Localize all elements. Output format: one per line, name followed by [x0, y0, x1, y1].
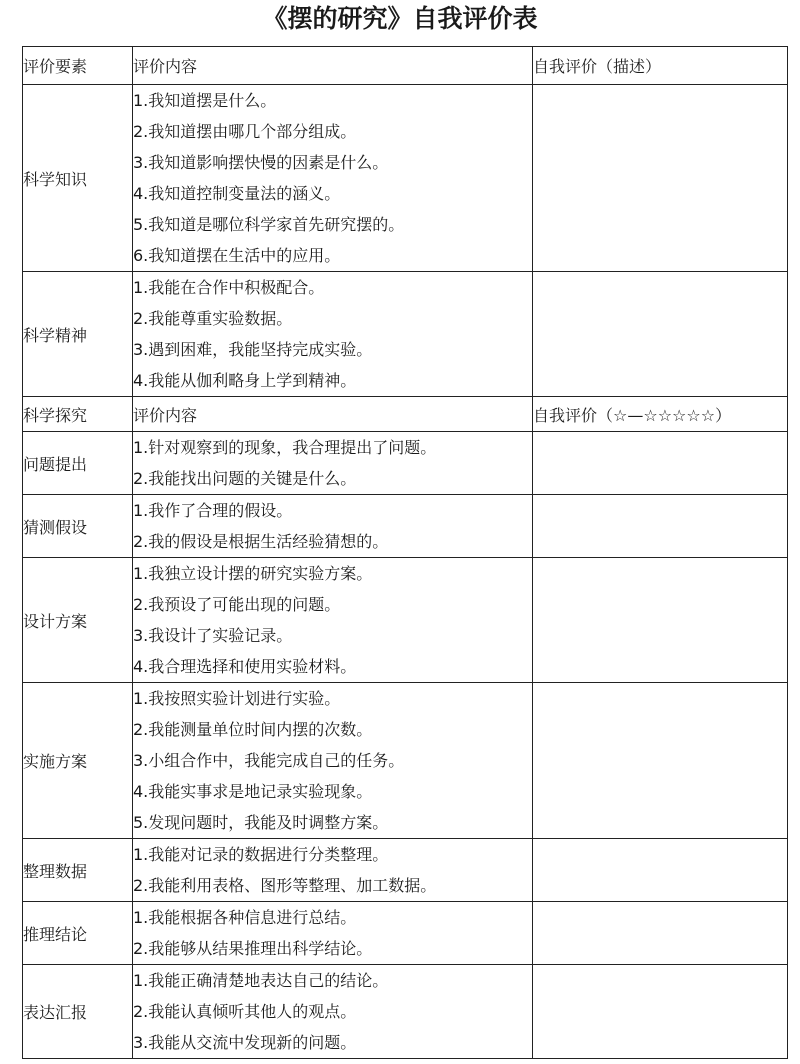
section-label: 设计方案 [23, 558, 133, 683]
criterion-item: 2.我能够从结果推理出科学结论。 [133, 939, 373, 958]
section-items [133, 495, 533, 558]
self-eval-cell[interactable] [533, 965, 788, 1059]
criterion-item: 2.我的假设是根据生活经验猜想的。 [133, 532, 389, 551]
criterion-item: 2.我知道摆由哪几个部分组成。 [133, 122, 357, 141]
criterion-item: 3.我设计了实验记录。 [133, 626, 293, 645]
section-row [23, 683, 788, 839]
criterion-item: 1.我能根据各种信息进行总结。 [133, 908, 357, 927]
inquiry-content-label: 评价内容 [133, 397, 533, 432]
header-content-label: 评价内容 [133, 47, 533, 85]
section-items [133, 683, 533, 839]
self-eval-cell[interactable] [533, 558, 788, 683]
section-items [133, 558, 533, 683]
criterion-item: 1.我作了合理的假设。 [133, 501, 293, 520]
section-items [133, 965, 533, 1059]
page-title: 《摆的研究》自我评价表 [262, 4, 538, 33]
section-label: 整理数据 [23, 839, 133, 902]
self-eval-cell[interactable] [533, 902, 788, 965]
criterion-item: 2.我能找出问题的关键是什么。 [133, 469, 357, 488]
criterion-item: 1.我按照实验计划进行实验。 [133, 689, 341, 708]
criterion-item: 1.我能正确清楚地表达自己的结论。 [133, 971, 389, 990]
criterion-item: 2.我能测量单位时间内摆的次数。 [133, 720, 373, 739]
criterion-item: 6.我知道摆在生活中的应用。 [133, 246, 341, 265]
criterion-item: 3.遇到困难，我能坚持完成实验。 [133, 340, 373, 359]
inquiry-header-row [23, 397, 788, 432]
criterion-item: 2.我能尊重实验数据。 [133, 309, 293, 328]
section-row [23, 495, 788, 558]
evaluation-table [22, 46, 788, 1059]
self-eval-cell[interactable] [533, 495, 788, 558]
section-items [133, 272, 533, 397]
section-label: 实施方案 [23, 683, 133, 839]
section-row [23, 432, 788, 495]
section-items [133, 902, 533, 965]
inquiry-header-label: 科学探究 [23, 397, 133, 432]
self-eval-cell[interactable] [533, 839, 788, 902]
section-label: 问题提出 [23, 432, 133, 495]
criterion-item: 5.我知道是哪位科学家首先研究摆的。 [133, 215, 405, 234]
criterion-item: 3.我能从交流中发现新的问题。 [133, 1033, 357, 1052]
criterion-item: 4.我能实事求是地记录实验现象。 [133, 782, 373, 801]
self-eval-cell[interactable] [533, 85, 788, 272]
header-row [23, 47, 788, 85]
section-label: 科学精神 [23, 272, 133, 397]
criterion-item: 1.我能在合作中积极配合。 [133, 278, 325, 297]
criterion-item: 2.我能认真倾听其他人的观点。 [133, 1002, 357, 1021]
criterion-item: 3.小组合作中，我能完成自己的任务。 [133, 751, 405, 770]
section-label: 表达汇报 [23, 965, 133, 1059]
criterion-item: 5.发现问题时，我能及时调整方案。 [133, 813, 389, 832]
criterion-item: 1.针对观察到的现象，我合理提出了问题。 [133, 438, 437, 457]
section-items [133, 432, 533, 495]
criterion-item: 4.我能从伽利略身上学到精神。 [133, 371, 357, 390]
self-eval-cell[interactable] [533, 272, 788, 397]
table-body [23, 47, 788, 1059]
header-element-label: 评价要素 [23, 47, 133, 85]
section-row [23, 272, 788, 397]
criterion-item: 1.我知道摆是什么。 [133, 91, 277, 110]
self-eval-cell[interactable] [533, 683, 788, 839]
section-row [23, 902, 788, 965]
criterion-item: 3.我知道影响摆快慢的因素是什么。 [133, 153, 389, 172]
self-eval-cell[interactable] [533, 432, 788, 495]
criterion-item: 2.我能利用表格、图形等整理、加工数据。 [133, 876, 437, 895]
section-label: 猜测假设 [23, 495, 133, 558]
criterion-item: 2.我预设了可能出现的问题。 [133, 595, 341, 614]
header-self-eval-label: 自我评价（描述） [533, 47, 788, 85]
section-label: 科学知识 [23, 85, 133, 272]
criterion-item: 4.我合理选择和使用实验材料。 [133, 657, 357, 676]
criterion-item: 1.我能对记录的数据进行分类整理。 [133, 845, 389, 864]
section-row [23, 85, 788, 272]
section-items [133, 85, 533, 272]
section-row [23, 558, 788, 683]
section-items [133, 839, 533, 902]
section-label: 推理结论 [23, 902, 133, 965]
criterion-item: 1.我独立设计摆的研究实验方案。 [133, 564, 373, 583]
inquiry-self-eval-label: 自我评价（☆—☆☆☆☆☆） [533, 397, 788, 432]
section-row [23, 965, 788, 1059]
section-row [23, 839, 788, 902]
criterion-item: 4.我知道控制变量法的涵义。 [133, 184, 341, 203]
